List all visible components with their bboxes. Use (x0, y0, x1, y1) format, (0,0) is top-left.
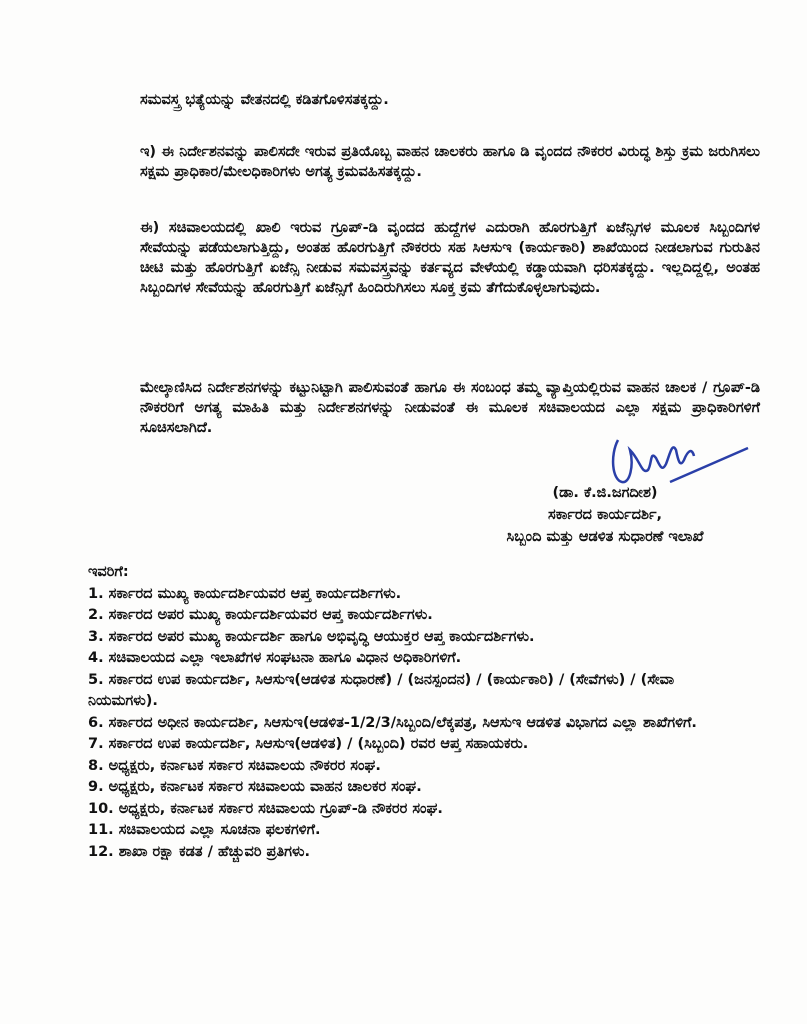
list-item: 12. ಶಾಖಾ ರಕ್ಷಾ ಕಡತ / ಹೆಚ್ಚುವರಿ ಪ್ರತಿಗಳು. (88, 843, 311, 860)
paragraph-uniform-deduction: ಸಮವಸ್ತ್ರ ಭತ್ಯೆಯನ್ನು ವೇತನದಲ್ಲಿ ಕಡಿತಗೊಳಿಸತಕ್ಕದ್ದು. (140, 92, 389, 108)
list-item: 4. ಸಚಿವಾಲಯದ ಎಲ್ಲಾ ಇಲಾಖೆಗಳ ಸಂಘಟನಾ ಹಾಗೂ ವಿಧಾನ ಅಧಿಕಾರಿಗಳಿಗೆ. (88, 650, 462, 666)
paragraph-disciplinary-action: ಇ) ಈ ನಿರ್ದೇಶನವನ್ನು ಪಾಲಿಸದೇ ಇರುವ ಪ್ರತಿಯೊಬ್ಬ ವಾಹನ ಚಾಲಕರು ಹಾಗೂ ಡಿ ವೃಂದದ ನೌಕರರ ವಿರುದ್ಧ ಶಿಸ್ತು ಕ್ರಮ ಜರುಗಿಸಲು ಸಕ್ಷಮ ಪ್ರಾಧಿಕಾರ/ಮೇಲಧಿಕಾರಿಗಳು ಅಗತ್ಯ ಕ್ರಮವಹಿಸತಕ್ಕದ್ದು. (140, 144, 760, 180)
list-item: 8. ಅಧ್ಯಕ್ಷರು, ಕರ್ನಾಟಕ ಸರ್ಕಾರ ಸಚಿವಾಲಯ ನೌಕರರ ಸಂಘ. (88, 757, 381, 774)
list-item: 9. ಅಧ್ಯಕ್ಷರು, ಕರ್ನಾಟಕ ಸರ್ಕಾರ ಸಚಿವಾಲಯ ವಾಹನ ಚಾಲಕರ ಸಂಘ. (88, 779, 422, 795)
list-item: 2. ಸರ್ಕಾರದ ಅಪರ ಮುಖ್ಯ ಕಾರ್ಯದರ್ಶಿಯವರ ಆಪ್ತ ಕಾರ್ಯದರ್ಶಿಗಳು. (88, 607, 433, 623)
signature-block (450, 482, 760, 548)
signatory-designation: ಸರ್ಕಾರದ ಕಾರ್ಯದರ್ಶಿ, (548, 507, 662, 523)
list-item: 5. ಸರ್ಕಾರದ ಉಪ ಕಾರ್ಯದರ್ಶಿ, ಸಿಆಸುಇ(ಆಡಳಿತ ಸುಧಾರಣೆ) / (ಜನಸ್ಪಂದನ) / (ಕಾರ್ಯಕಾರಿ) / (ಸೇವೆಗಳು) / (ಸೇವಾ ನಿಯಮಗಳು). (88, 671, 675, 709)
signatory-department: ಸಿಬ್ಬಂದಿ ಮತ್ತು ಆಡಳಿತ ಸುಧಾರಣೆ ಇಲಾಖೆ (506, 529, 704, 545)
list-item: 1. ಸರ್ಕಾರದ ಮುಖ್ಯ ಕಾರ್ಯದರ್ಶಿಯವರ ಆಪ್ತ ಕಾರ್ಯದರ್ಶಿಗಳು. (88, 585, 402, 602)
paragraph-outsourced-staff: ಈ) ಸಚಿವಾಲಯದಲ್ಲಿ ಖಾಲಿ ಇರುವ ಗ್ರೂಪ್-ಡಿ ವೃಂದದ ಹುದ್ದೆಗಳ ಎದುರಾಗಿ ಹೊರಗುತ್ತಿಗೆ ಏಜೆನ್ಸಿಗಳ ಮೂಲಕ ಸಿಬ್ಬಂದಿಗಳ ಸೇವೆಯನ್ನು ಪಡೆಯಲಾಗುತ್ತಿದ್ದು, ಅಂತಹ ಹೊರಗುತ್ತಿಗೆ ನೌಕರರು ಸಹ ಸಿಆಸುಇ (ಕಾರ್ಯಕಾರಿ) ಶಾಖೆಯಿಂದ ನೀಡಲಾಗುವ ಗುರುತಿನ ಚೀಟಿ ಮತ್ತು ಹೊರಗುತ್ತಿಗೆ ಏಜೆನ್ಸಿ ನೀಡುವ ಸಮವಸ್ತ್ರವನ್ನು ಕರ್ತವ್ಯದ ವೇಳೆಯಲ್ಲಿ ಕಡ್ಡಾಯವಾಗಿ ಧರಿಸತಕ್ಕದ್ದು. ಇಲ್ಲದಿದ್ದಲ್ಲಿ, ಅಂತಹ ಸಿಬ್ಬಂದಿಗಳ ಸೇವೆಯನ್ನು ಹೊರಗುತ್ತಿಗೆ ಏಜೆನ್ಸಿಗೆ ಹಿಂದಿರುಗಿಸಲು ಸೂಕ್ತ ಕ್ರಮ ತೆಗೆದುಕೊಳ್ಳಲಾಗುವುದು. (140, 220, 760, 296)
list-item: 3. ಸರ್ಕಾರದ ಅಪರ ಮುಖ್ಯ ಕಾರ್ಯದರ್ಶಿ ಹಾಗೂ ಅಭಿವೃದ್ಧಿ ಆಯುಕ್ತರ ಆಪ್ತ ಕಾರ್ಯದರ್ಶಿಗಳು. (88, 628, 535, 645)
list-item: 11. ಸಚಿವಾಲಯದ ಎಲ್ಲಾ ಸೂಚನಾ ಫಲಕಗಳಿಗೆ. (88, 822, 321, 838)
list-item: 7. ಸರ್ಕಾರದ ಉಪ ಕಾರ್ಯದರ್ಶಿ, ಸಿಆಸುಇ(ಆಡಳಿತ) / (ಸಿಬ್ಬಂದಿ) ರವರ ಆಪ್ತ ಸಹಾಯಕರು. (88, 736, 529, 752)
paragraph-instructions: ಮೇಲ್ಕಾಣಿಸಿದ ನಿರ್ದೇಶನಗಳನ್ನು ಕಟ್ಟುನಿಟ್ಟಾಗಿ ಪಾಲಿಸುವಂತೆ ಹಾಗೂ ಈ ಸಂಬಂಧ ತಮ್ಮ ವ್ಯಾಪ್ತಿಯಲ್ಲಿರುವ ವಾಹನ ಚಾಲಕ / ಗ್ರೂಪ್-ಡಿ ನೌಕರರಿಗೆ ಅಗತ್ಯ ಮಾಹಿತಿ ಮತ್ತು ನಿರ್ದೇಶನಗಳನ್ನು ನೀಡುವಂತೆ ಈ ಮೂಲಕ ಸಚಿವಾಲಯದ ಎಲ್ಲಾ ಸಕ್ಷಮ ಪ್ರಾಧಿಕಾರಿಗಳಿಗೆ ಸೂಚಿಸಲಾಗಿದೆ. (140, 380, 760, 436)
copy-to-heading: ಇವರಿಗೆ: (88, 564, 129, 580)
list-item: 10. ಅಧ್ಯಕ್ಷರು, ಕರ್ನಾಟಕ ಸರ್ಕಾರ ಸಚಿವಾಲಯ ಗ್ರೂಪ್-ಡಿ ನೌಕರರ ಸಂಘ. (88, 800, 443, 817)
signatory-name: (ಡಾ. ಕೆ.ಜಿ.ಜಗದೀಶ) (552, 485, 658, 501)
list-item: 6. ಸರ್ಕಾರದ ಅಧೀನ ಕಾರ್ಯದರ್ಶಿ, ಸಿಆಸುಇ(ಆಡಳಿತ-1/2/3/ಸಿಬ್ಬಂದಿ/ಲೆಕ್ಕಪತ್ರ, ಸಿಆಸುಇ ಆಡಳಿತ ವಿಭಾಗದ ಎಲ್ಲಾ ಶಾಖೆಗಳಿಗೆ. (88, 714, 697, 731)
copy-to-list (88, 562, 728, 863)
